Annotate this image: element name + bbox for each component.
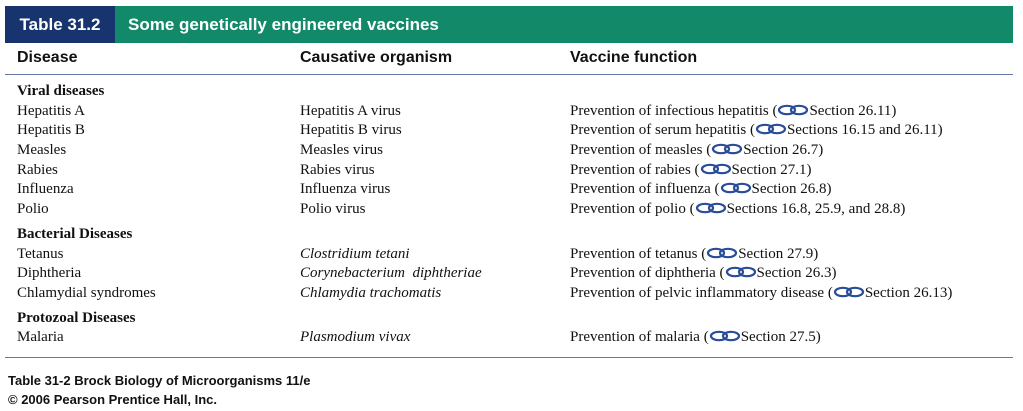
chain-link-icon[interactable] xyxy=(711,143,743,155)
table-bottom-rule xyxy=(5,357,1013,358)
copyright: © 2006 Pearson Prentice Hall, Inc. xyxy=(8,392,218,407)
organism-cell: Hepatitis B virus xyxy=(300,122,402,139)
section-link[interactable]: Section 26.11) xyxy=(809,102,897,119)
organism-cell: Clostridium tetani xyxy=(300,245,410,262)
chain-link-icon[interactable] xyxy=(833,286,865,298)
function-cell xyxy=(570,161,812,181)
category-row xyxy=(0,225,1023,245)
header-divider xyxy=(5,74,1013,75)
function-cell xyxy=(570,284,952,304)
section-link[interactable]: Section 26.7) xyxy=(743,142,824,159)
disease-cell: Rabies xyxy=(17,161,58,178)
disease-cell: Influenza xyxy=(17,181,74,198)
function-cell xyxy=(570,121,943,141)
section-link[interactable]: Section 27.5) xyxy=(740,329,821,346)
chain-link-icon[interactable] xyxy=(695,202,727,214)
figure-credit: Table 31-2 Brock Biology of Microorganisms 11/e xyxy=(8,373,311,388)
disease-cell: Tetanus xyxy=(17,245,64,262)
chain-link-icon[interactable] xyxy=(709,330,741,342)
function-cell xyxy=(570,264,837,284)
disease-cell: Diphtheria xyxy=(17,265,82,282)
function-text: Prevention of tetanus ( xyxy=(570,245,707,262)
disease-cell: Polio xyxy=(17,201,49,218)
section-link[interactable]: Section 26.3) xyxy=(756,265,837,282)
category-label: Bacterial Diseases xyxy=(17,225,133,242)
function-text: Prevention of serum hepatitis ( xyxy=(570,122,755,139)
table-title: Some genetically engineered vaccines xyxy=(128,15,439,34)
chain-link-icon[interactable] xyxy=(720,182,752,194)
table-row xyxy=(0,200,1023,220)
section-link[interactable]: Section 26.13) xyxy=(864,284,953,301)
disease-cell: Malaria xyxy=(17,329,64,346)
organism-cell: Corynebacterium diphtheriae xyxy=(300,265,482,282)
section-link[interactable]: Section 27.9) xyxy=(738,245,819,262)
table-row xyxy=(0,328,1023,348)
chain-link-icon[interactable] xyxy=(700,163,732,175)
function-text: Prevention of pelvic inflammatory disease ( xyxy=(570,284,833,301)
function-cell xyxy=(570,200,905,220)
function-cell xyxy=(570,328,821,348)
table-row xyxy=(0,284,1023,304)
table-title-banner xyxy=(5,6,1013,43)
disease-cell: Hepatitis A xyxy=(17,102,85,119)
organism-cell: Hepatitis A virus xyxy=(300,102,401,119)
chain-link-icon[interactable] xyxy=(777,104,809,116)
organism-cell: Plasmodium vivax xyxy=(300,329,411,346)
function-text: Prevention of rabies ( xyxy=(570,161,700,178)
organism-cell: Rabies virus xyxy=(300,161,375,178)
table-row xyxy=(0,245,1023,265)
function-text: Prevention of measles ( xyxy=(570,142,712,159)
organism-cell: Measles virus xyxy=(300,142,383,159)
section-link[interactable]: Section 26.8) xyxy=(751,181,832,198)
disease-cell: Hepatitis B xyxy=(17,122,85,139)
table-row xyxy=(0,102,1023,122)
function-cell xyxy=(570,180,832,200)
organism-cell: Chlamydia trachomatis xyxy=(300,284,442,301)
function-cell xyxy=(570,245,818,265)
category-row xyxy=(0,309,1023,329)
organism-cell: Polio virus xyxy=(300,201,366,218)
function-cell xyxy=(570,102,896,122)
header-disease: Disease xyxy=(17,49,78,66)
section-link[interactable]: Sections 16.8, 25.9, and 28.8) xyxy=(726,201,906,218)
section-link[interactable]: Sections 16.15 and 26.11) xyxy=(786,122,943,139)
function-text: Prevention of diphtheria ( xyxy=(570,265,725,282)
function-text: Prevention of polio ( xyxy=(570,201,695,218)
organism-cell: Influenza virus xyxy=(300,181,391,198)
chain-link-icon[interactable] xyxy=(706,247,738,259)
disease-cell: Chlamydial syndromes xyxy=(17,284,156,301)
table-row xyxy=(0,141,1023,161)
category-label: Protozoal Diseases xyxy=(17,309,136,326)
table-body xyxy=(0,82,1023,348)
function-text: Prevention of malaria ( xyxy=(570,329,709,346)
section-link[interactable]: Section 27.1) xyxy=(731,161,812,178)
table-number: Table 31.2 xyxy=(5,6,115,43)
function-cell xyxy=(570,141,823,161)
table-row xyxy=(0,161,1023,181)
table-row xyxy=(0,121,1023,141)
header-function: Vaccine function xyxy=(570,49,698,66)
header-organism: Causative organism xyxy=(300,49,453,66)
disease-cell: Measles xyxy=(17,142,67,159)
chain-link-icon[interactable] xyxy=(755,123,787,135)
function-text: Prevention of infectious hepatitis ( xyxy=(570,102,778,119)
table-row xyxy=(0,180,1023,200)
category-row xyxy=(0,82,1023,102)
category-label: Viral diseases xyxy=(17,83,105,99)
function-text: Prevention of influenza ( xyxy=(570,181,720,198)
table-row xyxy=(0,264,1023,284)
chain-link-icon[interactable] xyxy=(725,266,757,278)
